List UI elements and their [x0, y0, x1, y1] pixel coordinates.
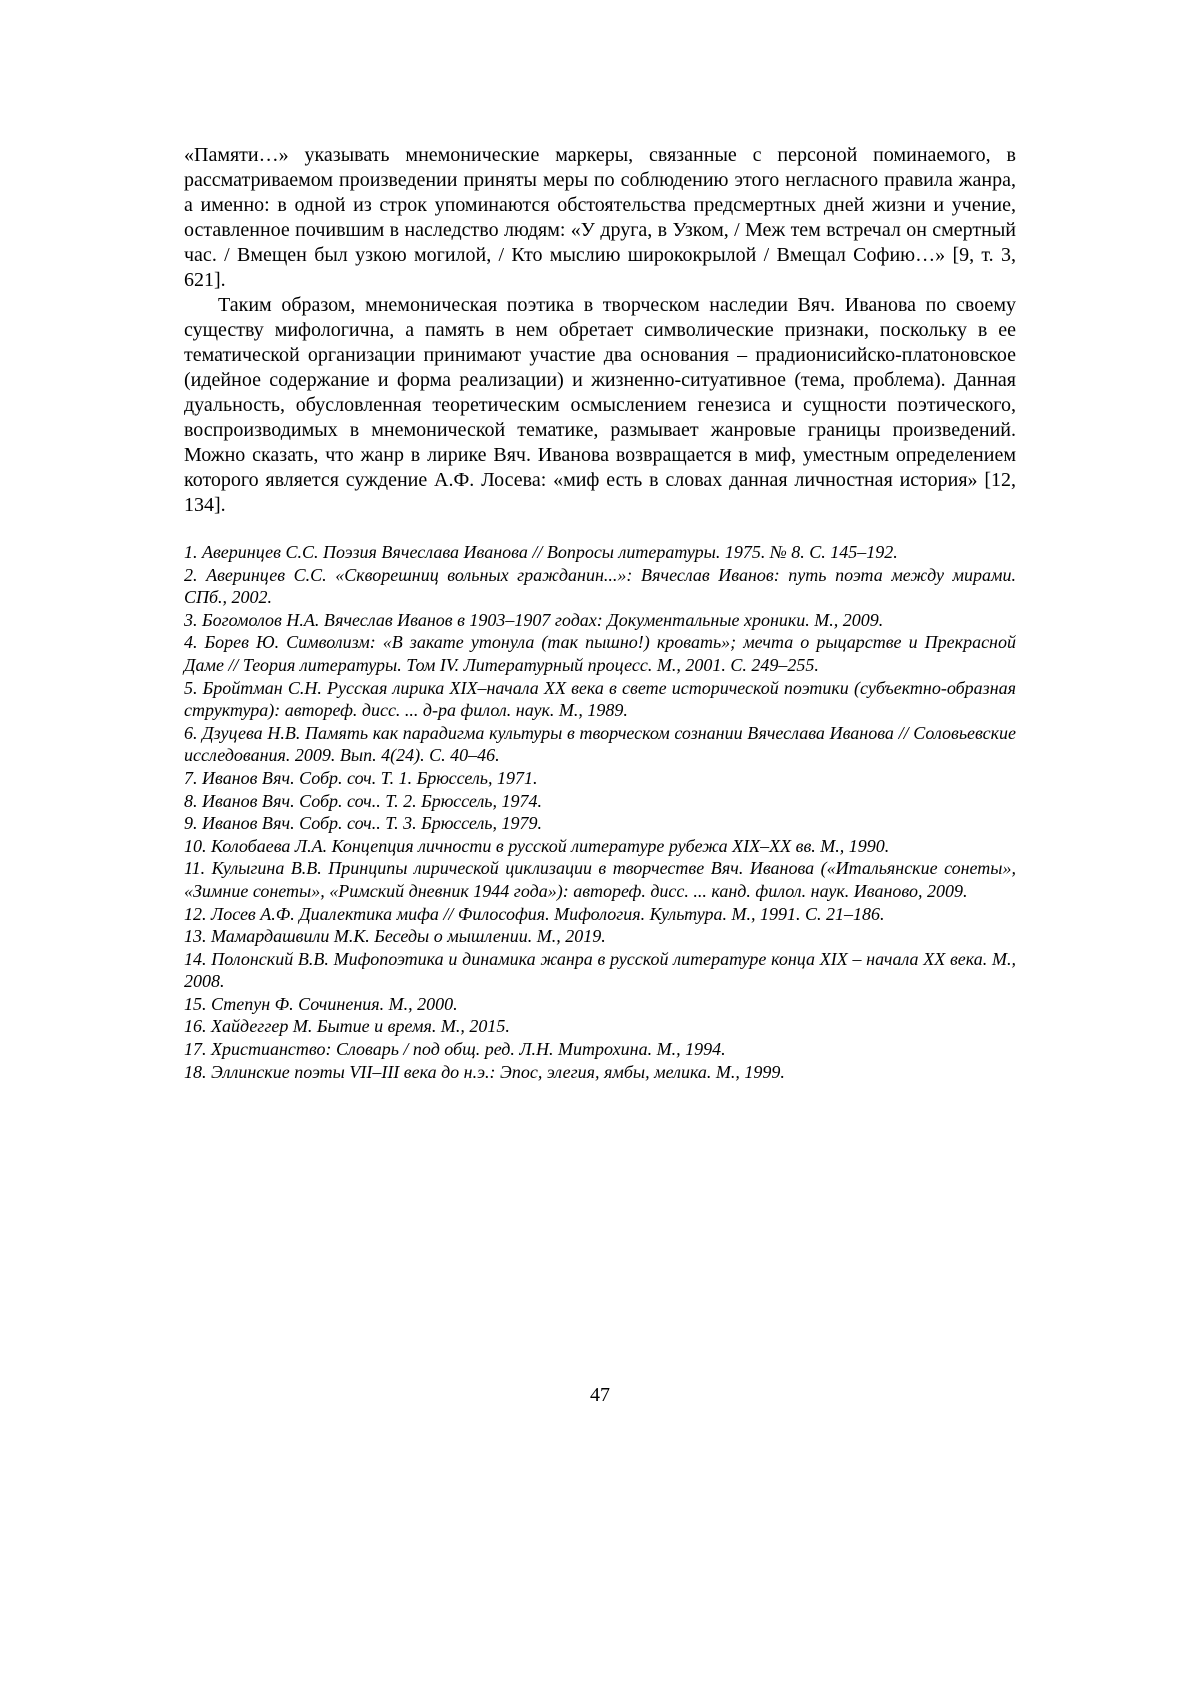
reference-item: 3. Богомолов Н.А. Вячеслав Иванов в 1903–1907 годах: Документальные хроники. М., 2009. [184, 609, 884, 630]
reference-item: 16. Хайдеггер М. Бытие и время. М., 2015. [184, 1016, 510, 1037]
body-paragraph-continuation: «Памяти…» указывать мнемонические маркеры, связанные с персоной поминаемого, в рассматриваемом произведении приняты меры по соблюдению этого негласного правила жанра, а именно: в одной из строк упоминаются обстоятельства предсмертных дней жизни и учение, оставленное почившим в наследство людям: «У друга, в Узком, / Меж тем встречал он смертный час. / Вмещен был узкою могилой, / Кто мыслию ширококрылой / Вмещал Софию…» [9, т. 3, 621]. [184, 144, 1016, 291]
reference-item: 14. Полонский В.В. Мифопоэтика и динамика жанра в русской литературе конца XIX – начала XX века. М., 2008. [184, 948, 1016, 992]
reference-item: 5. Бройтман С.Н. Русская лирика XIX–начала XX века в свете исторической поэтики (субъектно-образная структура): автореф. дисс. ... д-ра филол. наук. М., 1989. [184, 677, 1016, 721]
reference-item: 11. Кулыгина В.В. Принципы лирической циклизации в творчестве Вяч. Иванова («Итальянские сонеты», «Зимние сонеты», «Римский дневник 1944 года»): автореф. дисс. ... канд. филол. наук. Иваново, 2009. [184, 858, 1016, 901]
reference-item: 8. Иванов Вяч. Собр. соч.. Т. 2. Брюссель, 1974. [184, 790, 542, 811]
reference-item: 17. Христианство: Словарь / под общ. ред. Л.Н. Митрохина. М., 1994. [184, 1039, 726, 1060]
reference-item: 13. Мамардашвили М.К. Беседы о мышлении. М., 2019. [184, 926, 606, 947]
page-number: 47 [590, 1384, 610, 1406]
references-list [184, 541, 1016, 1083]
reference-item: 6. Дзуцева Н.В. Память как парадигма культуры в творческом сознании Вячеслава Иванова // Соловьевские исследования. 2009. Вып. 4(24). С. 40–46. [184, 722, 1016, 766]
reference-item: 4. Борев Ю. Символизм: «В закате утонула (так пышно!) кровать»; мечта о рыцарстве и Прекрасной Даме // Теория литературы. Том IV. Литературный процесс. М., 2001. С. 249–255. [184, 632, 1016, 675]
reference-item: 15. Степун Ф. Сочинения. М., 2000. [184, 993, 458, 1014]
reference-item: 7. Иванов Вяч. Собр. соч. Т. 1. Брюссель, 1971. [184, 767, 538, 788]
body-paragraph-conclusion: Таким образом, мнемоническая поэтика в творческом наследии Вяч. Иванова по своему существу мифологична, а память в нем обретает символические признаки, поскольку в ее тематической организации принимают участие два основания – прадионисийско-платоновское (идейное содержание и форма реализации) и жизненно-ситуативное (тема, проблема). Данная дуальность, обусловленная теоретическим осмыслением генезиса и сущности поэтического, воспроизводимых в мнемонической тематике, размывает жанровые границы произведений. Можно сказать, что жанр в лирике Вяч. Иванова возвращается в миф, уместным определением которого является суждение А.Ф. Лосева: «миф есть в словах данная личностная история» [12, 134]. [184, 294, 1016, 516]
reference-item: 10. Колобаева Л.А. Концепция личности в русской литературе рубежа XIX–XX вв. М., 1990. [184, 835, 890, 856]
reference-item: 12. Лосев А.Ф. Диалектика мифа // Философия. Мифология. Культура. М., 1991. С. 21–186. [184, 903, 885, 924]
reference-item: 1. Аверинцев С.С. Поэзия Вячеслава Иванова // Вопросы литературы. 1975. № 8. С. 145–192. [184, 542, 898, 562]
reference-item: 18. Эллинские поэты VII–III века до н.э.: Эпос, элегия, ямбы, мелика. М., 1999. [184, 1061, 785, 1082]
text-column [184, 143, 1016, 1083]
reference-item: 2. Аверинцев С.С. «Скворешниц вольных гражданин...»: Вячеслав Иванов: путь поэта между мирами. СПб., 2002. [184, 564, 1016, 608]
reference-item: 9. Иванов Вяч. Собр. соч.. Т. 3. Брюссель, 1979. [184, 813, 542, 834]
